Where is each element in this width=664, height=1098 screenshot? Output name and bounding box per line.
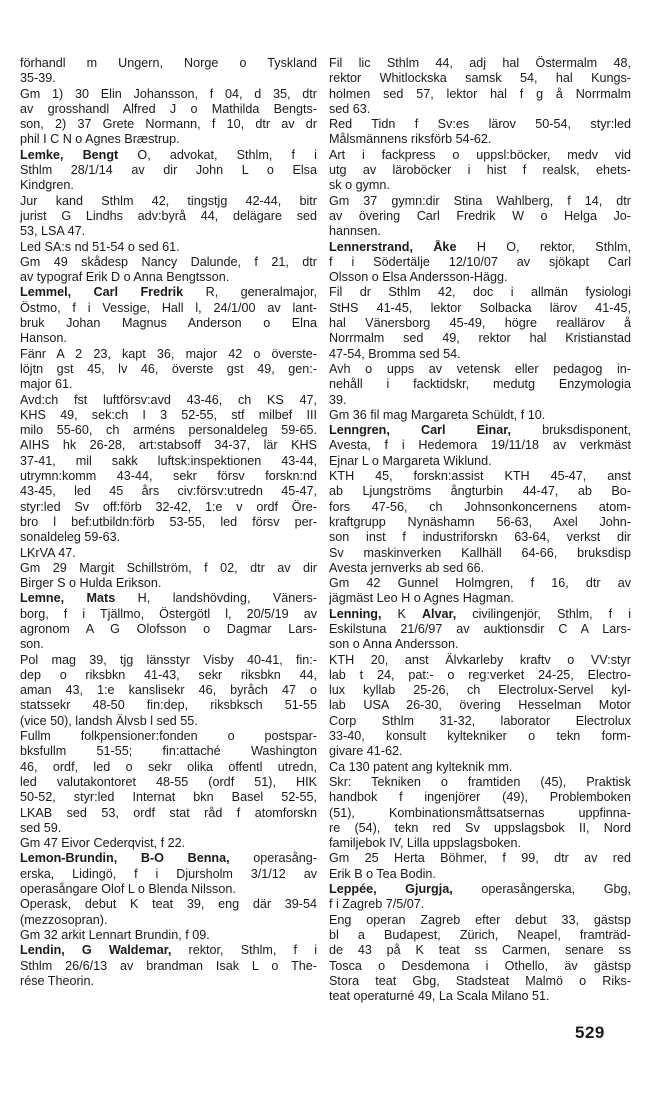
text-line xyxy=(20,760,317,775)
entry-text: bruk Johan Magnus Anderson o Elna xyxy=(20,316,317,331)
entry-name: Lennerstrand, Åke xyxy=(329,239,457,254)
entry-text: Tosca o Desdemona i Othello, äv gästsp xyxy=(329,958,631,973)
entry-text: handbok f ingenjörer (49), Problemboken xyxy=(329,790,631,805)
text-line xyxy=(20,377,317,392)
entry-text: sonaldeleg 59-63. xyxy=(20,530,121,545)
text-line xyxy=(329,744,631,759)
text-line xyxy=(329,530,631,545)
text-line xyxy=(329,683,631,698)
entry-text: Led SA:s nd 51-54 o sed 61. xyxy=(20,239,180,254)
entry-text: givare 41-62. xyxy=(329,744,403,759)
entry-text: bksfullm 51-55; fin:attaché Washington xyxy=(20,744,317,759)
text-line xyxy=(329,484,631,499)
text-line xyxy=(329,438,631,453)
text-line xyxy=(329,255,631,270)
entry-text: av typograf Erik D o Anna Bengtsson. xyxy=(20,270,230,285)
text-line xyxy=(329,285,631,300)
entry-text: Avesta, f i Hedemora 19/11/18 av verkmäst xyxy=(329,438,631,453)
text-line xyxy=(20,484,317,499)
text-line xyxy=(329,698,631,713)
text-line xyxy=(20,438,317,453)
entry-text: rektor Whitlockska samsk 54, hal Kungs- xyxy=(329,71,631,86)
text-line xyxy=(20,744,317,759)
text-line xyxy=(20,683,317,698)
entry-text: f i Zagreb 7/5/07. xyxy=(329,897,425,912)
text-line xyxy=(329,959,631,974)
text-line xyxy=(329,316,631,331)
text-line xyxy=(329,194,631,209)
text-line xyxy=(329,668,631,683)
text-line xyxy=(329,87,631,102)
entry-text: O, advokat, Sthlm, f i xyxy=(118,147,317,162)
entry-name: Lemke, Bengt xyxy=(20,147,119,162)
entry-text: agronom A G Olofsson o Dagmar Lars- xyxy=(20,621,317,636)
text-line xyxy=(329,989,631,1004)
entry-text: civilingenjör, Sthlm, f i xyxy=(456,606,631,621)
text-line xyxy=(20,132,317,147)
text-line xyxy=(20,454,317,469)
text-line xyxy=(329,423,631,438)
entry-text: 47-54, Bromma sed 54. xyxy=(329,346,461,361)
text-line xyxy=(20,515,317,530)
entry-text: jägmäst Leo H o Agnes Hagman. xyxy=(329,591,514,606)
text-line xyxy=(329,561,631,576)
text-line xyxy=(20,408,317,423)
entry-text: son. xyxy=(20,637,44,652)
text-line xyxy=(20,851,317,866)
text-line xyxy=(329,867,631,882)
text-line xyxy=(329,362,631,377)
text-line xyxy=(20,117,317,132)
text-line xyxy=(20,729,317,744)
entry-text: de 43 på K teat ss Carmen, senare ss xyxy=(329,943,631,958)
text-line xyxy=(329,347,631,362)
text-line xyxy=(20,806,317,821)
text-line xyxy=(329,546,631,561)
text-line xyxy=(329,393,631,408)
text-line xyxy=(20,607,317,622)
text-line xyxy=(329,224,631,239)
text-line xyxy=(329,209,631,224)
entry-text: Sv maskinverken Kallhäll 64-66, bruksdisp xyxy=(329,545,631,560)
entry-text: LKAB sed 53, ordf stat råd f atomforskn xyxy=(20,805,317,820)
entry-text: hannsen. xyxy=(329,224,381,239)
entry-text: Gm 1) 30 Elin Johansson, f 04, d 35, dtr xyxy=(20,86,317,101)
text-line xyxy=(20,530,317,545)
entry-text: son o Anna Andersson. xyxy=(329,637,459,652)
text-line xyxy=(20,56,317,71)
entry-text: löjtn gst 45, lv 46, överste gst 49, gen:- xyxy=(20,361,317,376)
text-line xyxy=(20,148,317,163)
entry-text: Gm 29 Margit Schillström, f 02, dtr av dir xyxy=(20,560,317,575)
text-line xyxy=(329,897,631,912)
entry-text: Red Tidn f Sv:es lärov 50-54, styr:led xyxy=(329,117,631,132)
entry-text: lux kyllab 25-26, ch Electrolux-Servel kyl- xyxy=(329,683,631,698)
entry-text: lab t 24, pat:- o reg:verket 24-25, Electro- xyxy=(329,667,631,682)
entry-text: operasång- xyxy=(229,851,317,866)
entry-text: Eng operan Zagreb efter debut 33, gästsp xyxy=(329,912,631,927)
entry-text: phil I C N o Agnes Bræstrup. xyxy=(20,132,180,147)
entry-text: Gm 47 Eivor Cederqvist, f 22. xyxy=(20,836,186,851)
entry-text: Jur kand Sthlm 42, tingstjg 42-44, bitr xyxy=(20,193,317,208)
text-line xyxy=(329,851,631,866)
entry-text: utrymn:komm 43-44, sekr försv forskn:nd xyxy=(20,469,317,484)
text-line xyxy=(329,775,631,790)
text-line xyxy=(20,500,317,515)
text-line xyxy=(329,377,631,392)
entry-text: statssekr 48-50 fin:dep, riksbksch 51-55 xyxy=(20,698,317,713)
entry-text: utg av läroböcker i hist f realsk, ehets- xyxy=(329,163,631,178)
text-line xyxy=(329,454,631,469)
entry-text: fors 47-56, ch Johnsonkoncernens atom- xyxy=(329,499,631,514)
text-line xyxy=(20,897,317,912)
text-line xyxy=(20,913,317,928)
entry-text: Gm 49 skådesp Nancy Dalunde, f 21, dtr xyxy=(20,254,317,269)
text-line xyxy=(329,469,631,484)
entry-text: operasångare Olof L o Blenda Nilsson. xyxy=(20,882,236,897)
text-line xyxy=(329,500,631,515)
text-line xyxy=(20,790,317,805)
entry-text: Corp Sthlm 31-32, laborator Electrolux xyxy=(329,713,631,728)
entry-name: Lenning, xyxy=(329,606,382,621)
text-line xyxy=(329,71,631,86)
entry-text: sk o gymn. xyxy=(329,178,390,193)
entry-name: Lenngren, Carl Einar, xyxy=(329,423,511,438)
text-line xyxy=(329,331,631,346)
entry-text: nehåll i facktidskr, medutg Enzymologia xyxy=(329,377,631,392)
entry-text: 33-40, konsult kyltekniker o tekn form- xyxy=(329,729,631,744)
entry-text: 43-45, led 45 års civ:försv:utredn 45-47, xyxy=(20,484,317,499)
entry-text: Birger S o Hulda Erikson. xyxy=(20,576,162,591)
text-line xyxy=(329,928,631,943)
entry-text: H, landshövding, Väners- xyxy=(115,591,317,606)
text-line xyxy=(20,943,317,958)
entry-text: Art i fackpress o uppsl:böcker, medv vid xyxy=(329,147,631,162)
entry-name: Lemne, Mats xyxy=(20,591,116,606)
entry-name: Alvar, xyxy=(421,606,457,621)
right-column xyxy=(329,56,631,1004)
text-line xyxy=(329,301,631,316)
entry-text: son, 2) 37 Grete Normann, f 10, dtr av dr xyxy=(20,117,317,132)
entry-text: Skr: Tekniken o framtiden (45), Praktisk xyxy=(329,774,631,789)
entry-text: major 61. xyxy=(20,377,73,392)
text-line xyxy=(20,71,317,86)
text-line xyxy=(20,637,317,652)
text-line xyxy=(329,591,631,606)
text-line xyxy=(20,194,317,209)
entry-text: 37-41, mil sakk luftsk:inspektionen 43-44, xyxy=(20,453,317,468)
text-line xyxy=(20,393,317,408)
entry-text: familjebok IV, Lilla uppslagsboken. xyxy=(329,836,522,851)
entry-text: KTH 45, forskn:assist KTH 45-47, anst xyxy=(329,469,631,484)
text-line xyxy=(329,974,631,989)
text-line xyxy=(329,270,631,285)
text-line xyxy=(329,714,631,729)
entry-text: H O, rektor, Sthlm, xyxy=(456,239,631,254)
entry-text: AIHS hk 26-28, art:stabsoff 34-37, lär KHS xyxy=(20,438,317,453)
left-column xyxy=(20,56,317,989)
entry-text: Fänr A 2 23, kapt 36, major 42 o överste- xyxy=(20,346,317,361)
entry-text: milo 55-60, ch arméns personaldeleg 59-65. xyxy=(20,423,317,438)
text-line xyxy=(20,928,317,943)
text-line xyxy=(329,913,631,928)
entry-text: Ejnar L o Margareta Wiklund. xyxy=(329,453,492,468)
entry-text: lab USA 26-30, övering Hesselman Motor xyxy=(329,698,631,713)
entry-text: KTH 20, anst Älvkarleby kraftv o VV:styr xyxy=(329,652,631,667)
entry-text: led valutakontoret 48-55 (ordf 51), HIK xyxy=(20,774,317,789)
text-line xyxy=(20,714,317,729)
entry-text: borg, f i Tjällmo, Östergötl l, 20/5/19 av xyxy=(20,606,317,621)
entry-text: 53, LSA 47. xyxy=(20,224,86,239)
entry-text: rése Theorin. xyxy=(20,973,94,988)
page-number: 529 xyxy=(575,1023,605,1042)
entry-text: Eskilstuna 21/6/97 av auktionsdir C A Lars- xyxy=(329,621,631,636)
text-line xyxy=(20,285,317,300)
text-line xyxy=(329,943,631,958)
text-line xyxy=(20,331,317,346)
entry-text: Fil dr Sthlm 42, doc i allmän fysiologi xyxy=(329,285,631,300)
text-line xyxy=(20,668,317,683)
entry-text: Målsmännens riksförb 54-62. xyxy=(329,132,492,147)
entry-text: bl a Budapest, Zürich, Neapel, framträd- xyxy=(329,927,631,942)
text-line xyxy=(329,760,631,775)
entry-text: av övering Carl Fredrik W o Helga Jo- xyxy=(329,208,631,223)
text-line xyxy=(20,576,317,591)
text-line xyxy=(20,301,317,316)
entry-text: 35-39. xyxy=(20,71,56,86)
text-line xyxy=(329,790,631,805)
text-line xyxy=(20,546,317,561)
text-line xyxy=(329,178,631,193)
text-line xyxy=(329,240,631,255)
entry-text: Hanson. xyxy=(20,331,67,346)
entry-text: Östmo, f i Vessige, Hall l, 24/1/00 av lant- xyxy=(20,300,317,315)
text-line xyxy=(329,148,631,163)
text-line xyxy=(329,56,631,71)
entry-text: Norrmalm sed 49, rektor hal Kristianstad xyxy=(329,331,631,346)
text-line xyxy=(329,882,631,897)
text-line xyxy=(20,959,317,974)
entry-text: K xyxy=(381,606,422,621)
entry-text: erska, Lidingö, f i Djursholm 3/1/12 av xyxy=(20,866,317,881)
entry-text: holmen sed 57, lektor hal f g å Norrmalm xyxy=(329,86,631,101)
text-line xyxy=(20,362,317,377)
entry-text: Gm 37 gymn:dir Stina Wahlberg, f 14, dtr xyxy=(329,193,631,208)
text-line xyxy=(20,698,317,713)
text-line xyxy=(329,836,631,851)
text-line xyxy=(329,637,631,652)
entry-text: Operask, debut K teat 39, eng där 39-54 xyxy=(20,897,317,912)
entry-text: (mezzosopran). xyxy=(20,912,108,927)
text-line xyxy=(20,240,317,255)
text-line xyxy=(20,821,317,836)
entry-text: Olsson o Elsa Andersson-Hägg. xyxy=(329,270,508,285)
entry-text: Fullm folkpensioner:fonden o postspar- xyxy=(20,729,317,744)
text-line xyxy=(20,836,317,851)
text-line xyxy=(20,974,317,989)
entry-text: Avh o upps av vetensk eller pedagog in- xyxy=(329,361,631,376)
text-line xyxy=(329,408,631,423)
entry-text: bro l bef:utbildn:förb 53-55, led försv per- xyxy=(20,514,317,529)
text-line xyxy=(20,775,317,790)
text-line xyxy=(329,102,631,117)
entry-name: Lendin, G Waldemar, xyxy=(20,943,172,958)
text-line xyxy=(329,607,631,622)
entry-text: f i Södertälje 12/10/07 av sjökapt Carl xyxy=(329,254,631,269)
text-line xyxy=(20,347,317,362)
entry-text: Gm 36 fil mag Margareta Schüldt, f 10. xyxy=(329,407,546,422)
text-line xyxy=(20,591,317,606)
entry-text: ab Ljungströms ångturbin 44-47, ab Bo- xyxy=(329,484,631,499)
entry-text: Sthlm 28/1/14 av dir John L o Elsa xyxy=(20,163,317,178)
text-line xyxy=(20,882,317,897)
text-line xyxy=(20,622,317,637)
text-line xyxy=(20,270,317,285)
text-line xyxy=(20,653,317,668)
entry-text: Stora teat Gbg, Stadsteat Malmö o Riks- xyxy=(329,973,631,988)
entry-text: Avd:ch fst luftförsv:avd 43-46, ch KS 47, xyxy=(20,392,317,407)
text-line xyxy=(20,163,317,178)
entry-text: Pol mag 39, tjg länsstyr Visby 40-41, fin:- xyxy=(20,652,317,667)
text-line xyxy=(329,576,631,591)
entry-text: operasångerska, Gbg, xyxy=(452,882,631,897)
entry-text: (vice 50), landsh Älvsb l sed 55. xyxy=(20,713,198,728)
text-line xyxy=(329,729,631,744)
text-line xyxy=(20,561,317,576)
text-line xyxy=(329,653,631,668)
entry-text: 50-52, styr:led Internat bkn Basel 52-55, xyxy=(20,790,317,805)
text-line xyxy=(329,806,631,821)
text-line xyxy=(20,255,317,270)
entry-text: Erik B o Tea Bodin. xyxy=(329,866,436,881)
entry-text: (51), Kombinationsmåttsatsernas uppfinna- xyxy=(329,805,631,820)
text-line xyxy=(329,117,631,132)
entry-text: R, generalmajor, xyxy=(183,285,317,300)
entry-text: sed 59. xyxy=(20,820,62,835)
entry-text: 46, ordf, led o sekr olika offentl utredn, xyxy=(20,759,317,774)
text-line xyxy=(20,316,317,331)
text-line xyxy=(20,867,317,882)
entry-text: hal Vänersborg 45-49, högre reallärov å xyxy=(329,316,631,331)
entry-text: dep o riksbkn 41-43, sekr riksbkn 44, xyxy=(20,667,317,682)
entry-text: kraftgrupp Nynäshamn 56-63, Axel John- xyxy=(329,514,631,529)
entry-text: Ca 130 patent ang kylteknik mm. xyxy=(329,759,513,774)
text-line xyxy=(20,178,317,193)
entry-text: teat operaturné 49, La Scala Milano 51. xyxy=(329,989,550,1004)
text-line xyxy=(329,821,631,836)
text-line xyxy=(329,622,631,637)
entry-name: Leppée, Gjurgja, xyxy=(329,882,453,897)
text-line xyxy=(20,87,317,102)
text-line xyxy=(329,163,631,178)
entry-text: av grosshandl Alfred J o Mathilda Bengts- xyxy=(20,101,317,116)
text-line xyxy=(20,102,317,117)
entry-name: Lemon-Brundin, B-O Benna, xyxy=(20,851,230,866)
entry-text: aman 43, 1:e kanslisekr 46, byråch 47 o xyxy=(20,683,317,698)
entry-text: rektor, Sthlm, f i xyxy=(171,943,317,958)
entry-text: bruksdisponent, xyxy=(510,423,631,438)
entry-text: Gm 32 arkit Lennart Brundin, f 09. xyxy=(20,927,210,942)
text-line xyxy=(20,209,317,224)
entry-text: förhandl m Ungern, Norge o Tyskland xyxy=(20,56,317,70)
text-line xyxy=(20,224,317,239)
text-line xyxy=(329,132,631,147)
entry-text: StHS 41-45, lektor Solbacka lärov 41-45, xyxy=(329,300,631,315)
entry-text: 39. xyxy=(329,392,347,407)
entry-text: jurist G Lindhs adv:byrå 44, delägare sed xyxy=(20,208,317,223)
entry-text: Avesta jernverks ab sed 66. xyxy=(329,560,485,575)
text-line xyxy=(20,423,317,438)
entry-text: sed 63. xyxy=(329,101,371,116)
entry-text: Sthlm 26/6/13 av brandman Isak L o The- xyxy=(20,958,317,973)
entry-text: Kindgren. xyxy=(20,178,74,193)
entry-text: Gm 25 Herta Böhmer, f 99, dtr av red xyxy=(329,851,631,866)
text-line xyxy=(329,515,631,530)
entry-text: KHS 49, sek:ch I 3 52-55, stf milbef III xyxy=(20,407,317,422)
entry-text: styr:led Sv off:förb 32-42, 1:e v ordf Öre- xyxy=(20,499,317,514)
entry-text: son inst f industriforskn 63-64, verkst dir xyxy=(329,530,631,545)
text-line xyxy=(20,469,317,484)
entry-name: Lemmel, Carl Fredrik xyxy=(20,285,184,300)
entry-text: Fil lic Sthlm 44, adj hal Östermalm 48, xyxy=(329,56,631,70)
entry-text: LKrVA 47. xyxy=(20,545,76,560)
entry-text: Gm 42 Gunnel Holmgren, f 16, dtr av xyxy=(329,576,631,591)
entry-text: re (54), tekn red Sv uppslagsbok II, Nord xyxy=(329,820,631,835)
